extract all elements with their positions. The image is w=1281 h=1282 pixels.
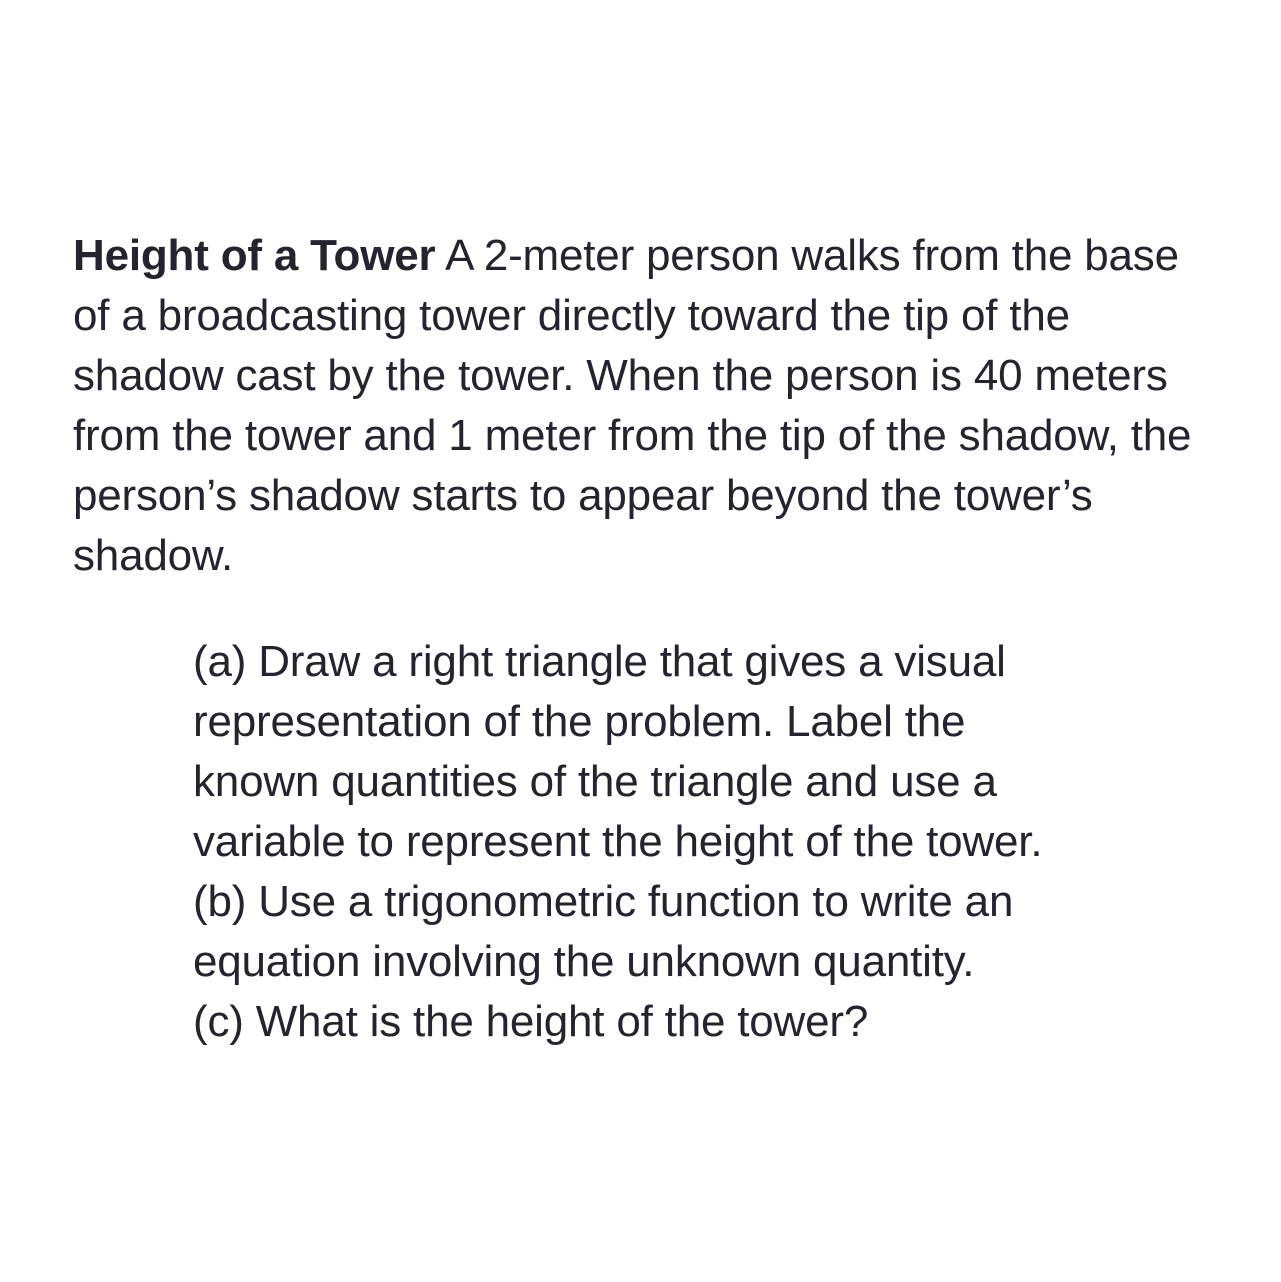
question-part-c: (c) What is the height of the tower? [193,997,869,1046]
question-part-b: (b) Use a trigonometric function to write an equation involving the unknown quantity. [193,877,1014,986]
problem-body: A 2-meter person walks from the base of a broadcasting tower directly toward the tip of the shadow cast by the tower. When the person is 40 meters from the tower and 1 meter from the tip of the shadow, the person’s shadow starts to appear beyond the tower’s shadow. [73,231,1192,580]
problem-title: Height of a Tower [73,231,436,280]
question-parts [193,632,1113,1052]
question-part-a: (a) Draw a right triangle that gives a visual representation of the problem. Label the known quantities of the triangle and use a variable to represent the height of the tower. [193,637,1043,866]
problem-statement [73,226,1213,586]
